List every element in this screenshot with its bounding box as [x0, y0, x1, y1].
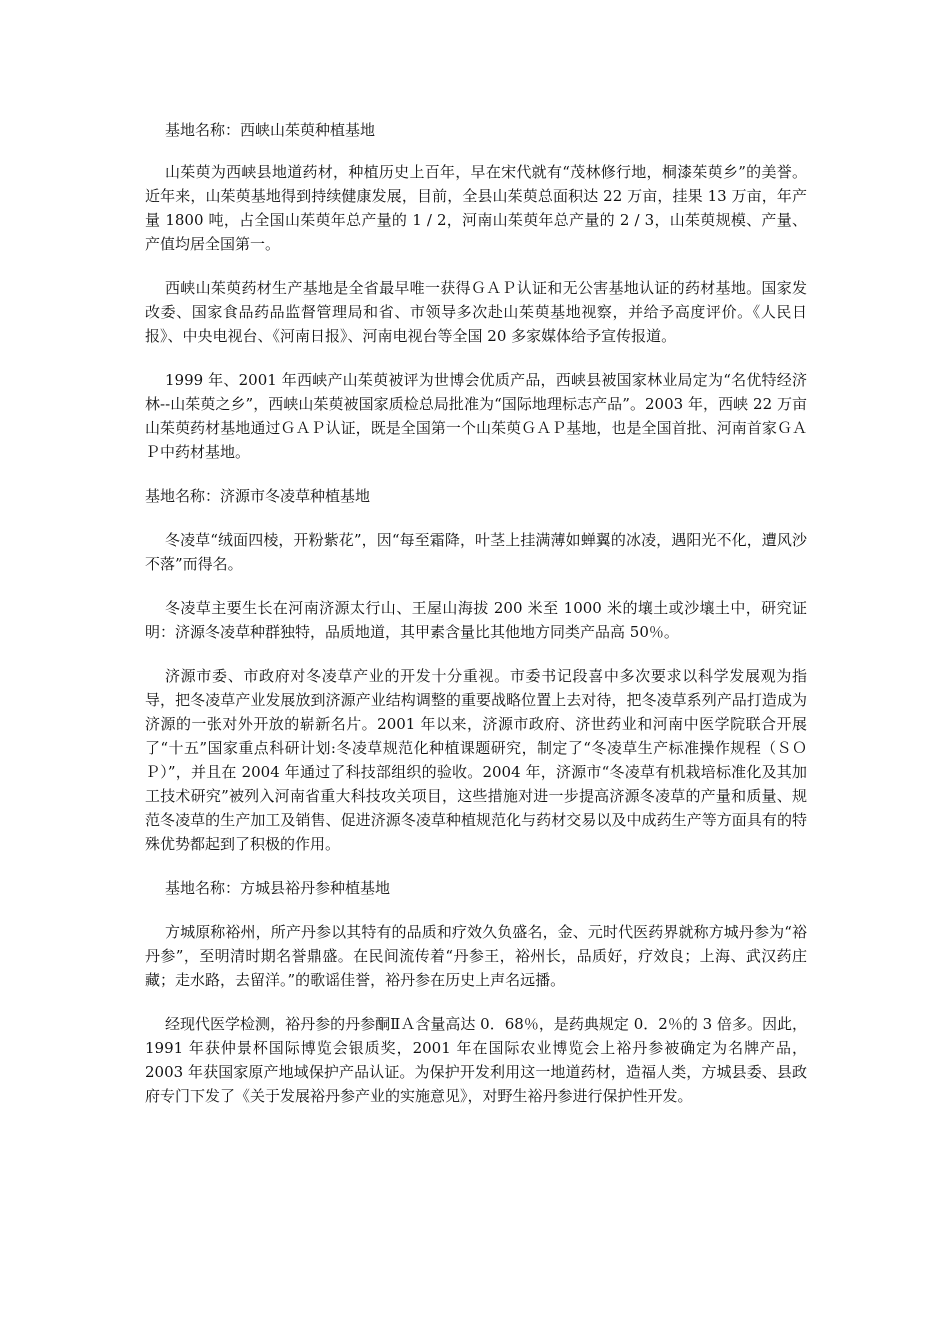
document-page	[145, 118, 807, 1108]
paragraph-xixia-1: 山茱萸为西峡县地道药材，种植历史上百年，早在宋代就有“茂林修行地，桐漆茱萸乡”的美誉。近年来，山茱萸基地得到持续健康发展，目前，全县山茱萸总面积达 22 万亩，挂果 13 万亩，年产量 1800 吨，占全国山茱萸年总产量的 1 / 2，河南山茱萸年总产量的 2 / 3，山茱萸规模、产量、产值均居全国第一。	[145, 163, 807, 253]
paragraph-jiyuan-2: 冬凌草主要生长在河南济源太行山、王屋山海拔 200 米至 1000 米的壤土或沙壤土中，研究证明：济源冬凌草种群独特，品质地道，其甲素含量比其他地方同类产品高 50％。	[145, 599, 807, 641]
section-heading-fangcheng: 基地名称：方城县裕丹参种植基地	[165, 879, 391, 897]
section-heading-jiyuan: 基地名称：济源市冬凌草种植基地	[145, 487, 371, 505]
section-heading-xixia: 基地名称：西峡山茱萸种植基地	[165, 121, 376, 139]
paragraph-jiyuan-3: 济源市委、市政府对冬凌草产业的开发十分重视。市委书记段喜中多次要求以科学发展观为指导，把冬凌草产业发展放到济源产业结构调整的重要战略位置上去对待，把冬凌草系列产品打造成为济源的一张对外开放的崭新名片。2001 年以来，济源市政府、济世药业和河南中医学院联合开展了“十五”国家重点科研计划:冬凌草规范化种植课题研究，制定了“冬凌草生产标准操作规程（ＳＯＰ）”，并且在 2004 年通过了科技部组织的验收。2004 年，济源市“冬凌草有机栽培标准化及其加工技术研究”被列入河南省重大科技攻关项目，这些措施对进一步提高济源冬凌草的产量和质量、规范冬凌草的生产加工及销售、促进济源冬凌草种植规范化与药材交易以及中成药生产等方面具有的特殊优势都起到了积极的作用。	[145, 667, 807, 853]
paragraph-fangcheng-2: 经现代医学检测，裕丹参的丹参酮ⅡＡ含量高达 0．68％，是药典规定 0．2％的 3 倍多。因此，1991 年获仲景杯国际博览会银质奖，2001 年在国际农业博览会上裕丹参被确定为名牌产品，2003 年获国家原产地域保护产品认证。为保护开发利用这一地道药材，造福人类，方城县委、县政府专门下发了《关于发展裕丹参产业的实施意见》，对野生裕丹参进行保护性开发。	[145, 1015, 807, 1105]
paragraph-xixia-2: 西峡山茱萸药材生产基地是全省最早唯一获得ＧＡＰ认证和无公害基地认证的药材基地。国家发改委、国家食品药品监督管理局和省、市领导多次赴山茱萸基地视察，并给予高度评价。《人民日报》、中央电视台、《河南日报》、河南电视台等全国 20 多家媒体给予宣传报道。	[145, 279, 807, 345]
paragraph-jiyuan-1: 冬凌草“绒面四棱，开粉紫花”，因“每至霜降，叶茎上挂满薄如蝉翼的冰凌，遇阳光不化，遭风沙不落”而得名。	[145, 531, 807, 573]
paragraph-xixia-3: 1999 年、2001 年西峡产山茱萸被评为世博会优质产品，西峡县被国家林业局定为“名优特经济林--山茱萸之乡”，西峡山茱萸被国家质检总局批准为“国际地理标志产品”。2003 年，西峡 22 万亩山茱萸药材基地通过ＧＡＰ认证，既是全国第一个山茱萸ＧＡＰ基地，也是全国首批、河南首家ＧＡＰ中药材基地。	[145, 371, 807, 461]
paragraph-fangcheng-1: 方城原称裕州，所产丹参以其特有的品质和疗效久负盛名，金、元时代医药界就称方城丹参为“裕丹参”，至明清时期名誉鼎盛。在民间流传着“丹参王，裕州长，品质好，疗效良；上海、武汉药庄藏；走水路，去留洋。”的歌谣佳誉，裕丹参在历史上声名远播。	[145, 923, 807, 989]
